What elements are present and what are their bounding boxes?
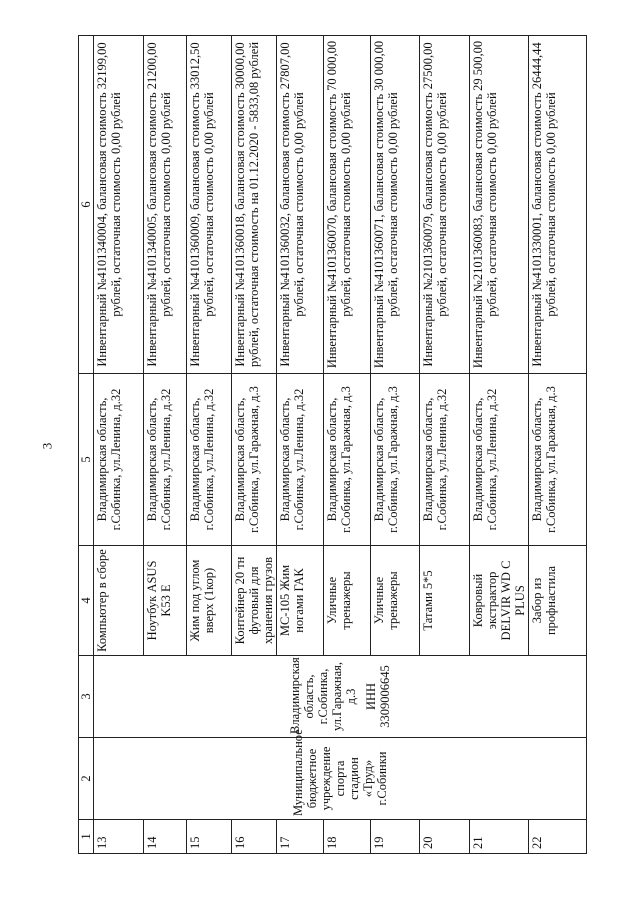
column-number: 2 xyxy=(79,738,94,820)
item-name-cell: Ковровый экстрактор DELVIR WD C PLUS xyxy=(470,546,529,656)
location-cell: Владимирская область, г.Собинка, ул.Ленина, д.32 xyxy=(94,374,144,546)
row-number-cell: 15 xyxy=(187,820,232,854)
item-name-cell: Уличные тренажеры xyxy=(324,546,371,656)
row-number-cell: 19 xyxy=(371,820,420,854)
column-number: 3 xyxy=(79,656,94,738)
item-name-cell: Забор из профнастила xyxy=(529,546,587,656)
location-cell: Владимирская область, г.Собинка, ул.Гаражная, д.3 xyxy=(324,374,371,546)
location-cell: Владимирская область, г.Собинка, ул.Ленина, д.32 xyxy=(187,374,232,546)
rotated-table-container xyxy=(78,36,580,854)
page-number: 3 xyxy=(39,442,55,450)
organization-address: Владимирская область, г.Собинка, ул.Гаражная, д.3 xyxy=(288,657,358,734)
row-number-cell: 20 xyxy=(420,820,470,854)
inventory-details-cell: Инвентарный №2101360083, балансовая стоимость 29 500,00 рублей, остаточная стоимость 0,00 рублей xyxy=(470,36,529,374)
inventory-details-cell: Инвентарный №4101360009, балансовая стоимость 33012,50 рублей, остаточная стоимость 0,00 рублей xyxy=(187,36,232,374)
location-cell: Владимирская область, г.Собинка, ул.Гаражная, д.3 xyxy=(529,374,587,546)
inventory-details-cell: Инвентарный №4101340004, балансовая стоимость 32199,00 рублей, остаточная стоимость 0,00 рублей xyxy=(94,36,144,374)
property-table xyxy=(78,35,587,854)
location-cell: Владимирская область, г.Собинка, ул.Ленина, д.32 xyxy=(277,374,324,546)
column-number: 1 xyxy=(79,820,94,854)
table-body xyxy=(79,36,587,854)
column-number: 4 xyxy=(79,546,94,656)
row-number-cell: 16 xyxy=(232,820,277,854)
item-name-cell: Компьютер в сборе xyxy=(94,546,144,656)
item-name-cell: Жим под углом вверх (1кор) xyxy=(187,546,232,656)
organization-address-cell xyxy=(94,656,587,738)
item-name-cell: Уличные тренажеры xyxy=(371,546,420,656)
location-cell: Владимирская область, г.Собинка, ул.Ленина, д.32 xyxy=(420,374,470,546)
item-name-cell: Контейнер 20 тн футовый для хранения грузов xyxy=(232,546,277,656)
column-number: 6 xyxy=(79,36,94,374)
organization-inn: ИНН 3309006645 xyxy=(364,665,392,728)
inventory-details-cell: Инвентарный №4101360071, балансовая стоимость 30 000,00 рублей, остаточная стоимость 0,00 рублей xyxy=(371,36,420,374)
inventory-details-cell: Инвентарный №2101360079, балансовая стоимость 27500,00 рублей, остаточная стоимость 0,00 рублей xyxy=(420,36,470,374)
location-cell: Владимирская область, г.Собинка, ул.Гаражная, д.3 xyxy=(371,374,420,546)
organization-cell xyxy=(94,729,587,820)
row-number-cell: 22 xyxy=(529,820,587,854)
row-number-cell: 21 xyxy=(470,820,529,854)
inventory-details-cell: Инвентарный №4101360070, балансовая стоимость 70 000,00 рублей, остаточная стоимость 0,00 рублей xyxy=(324,36,371,374)
inventory-details-cell: Инвентарный №4101360018, балансовая стоимость 30000,00 рублей, остаточная стоимость на 01.12.2020 - 5833,08 рублей xyxy=(232,36,277,374)
row-number-cell: 13 xyxy=(94,820,144,854)
row-number-cell: 18 xyxy=(324,820,371,854)
item-name-cell: Ноутбук ASUS K53 E xyxy=(144,546,187,656)
row-number-cell: 17 xyxy=(277,820,324,854)
organization-name: Муниципальное бюджетное учреждение спорта стадион «Труд» г.Собинки xyxy=(291,729,389,816)
location-cell: Владимирская область, г.Собинка, ул.Ленина, д.32 xyxy=(470,374,529,546)
item-name-cell: Татами 5*5 xyxy=(420,546,470,656)
column-number: 5 xyxy=(79,374,94,546)
inventory-details-cell: Инвентарный №4101330001, балансовая стоимость 26444,44 рублей, остаточная стоимость 0,00 рублей xyxy=(529,36,587,374)
column-number-row xyxy=(79,36,94,854)
row-number-cell: 14 xyxy=(144,820,187,854)
table-row xyxy=(94,36,144,854)
location-cell: Владимирская область, г.Собинка, ул.Гаражная, д.3 xyxy=(232,374,277,546)
item-name-cell: МС-105 Жим ногами ГАК xyxy=(277,546,324,656)
inventory-details-cell: Инвентарный №4101340005, балансовая стоимость 21200,00 рублей, остаточная стоимость 0,00 рублей xyxy=(144,36,187,374)
location-cell: Владимирская область, г.Собинка, ул.Ленина, д.32 xyxy=(144,374,187,546)
inventory-details-cell: Инвентарный №4101360032, балансовая стоимость 27807,00 рублей, остаточная стоимость 0,00 рублей xyxy=(277,36,324,374)
